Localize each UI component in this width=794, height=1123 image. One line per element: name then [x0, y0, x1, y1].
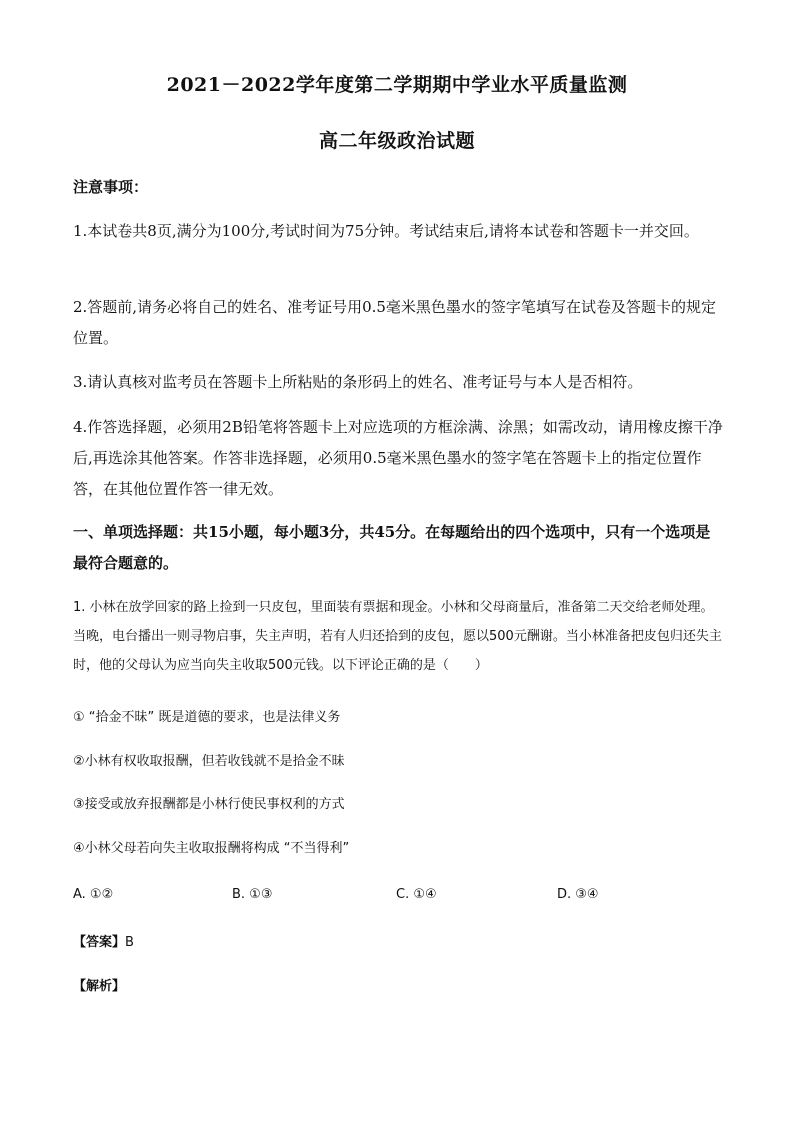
statement-3: ③接受或放弃报酬都是小林行使民事权利的方式: [73, 797, 345, 812]
analysis-label: 【解析】: [73, 979, 126, 994]
statement-4: ④小林父母若向失主收取报酬将构成 “不当得利”: [73, 841, 350, 856]
answer-value: B: [125, 935, 134, 950]
answer-line: [73, 931, 134, 951]
notice-item-4: 4.作答选择题，必须用2B铅笔将答题卡上对应选项的方框涂满、涂黑；如需改动，请用橡皮擦干净后,再选涂其他答案。作答非选择题，必须用0.5毫米黑色墨水的签字笔在答题卡上的指定位置作答，在其他位置作答一律无效。: [73, 418, 723, 498]
notice-heading: 注意事项：: [73, 178, 149, 196]
analysis-line: [73, 975, 125, 995]
statement-1: ① “拾金不昧” 既是道德的要求，也是法律义务: [73, 710, 341, 725]
option-a: A. ①②: [73, 887, 114, 902]
statement-2: ②小林有权收取报酬，但若收钱就不是拾金不昧: [73, 754, 345, 769]
exam-title: 2021－2022学年度第二学期期中学业水平质量监测: [166, 74, 628, 96]
question-stem: 1. 小林在放学回家的路上捡到一只皮包，里面装有票据和现金。小林和父母商量后，准备第二天交给老师处理。当晚，电台播出一则寻物启事，失主声明，若有人归还拾到的皮包，愿以500元酬谢。当小林准备把皮包归还失主时，他的父母认为应当向失主收取500元钱。以下评论正确的是（ ）: [73, 600, 722, 673]
option-c: C. ①④: [396, 887, 437, 902]
notice-item-2: 2.答题前,请务必将自己的姓名、准考证号用0.5毫米黑色墨水的签字笔填写在试卷及答题卡的规定位置。: [73, 298, 716, 347]
notice-item-1: 1.本试卷共8页,满分为100分,考试时间为75分钟。考试结束后,请将本试卷和答题卡一并交回。: [73, 222, 699, 240]
option-b: B. ①③: [232, 887, 273, 902]
section-heading: 一、单项选择题：共15小题，每小题3分，共45分。在每题给出的四个选项中，只有一个选项是最符合题意的。: [73, 523, 711, 572]
exam-subtitle: 高二年级政治试题: [318, 130, 475, 152]
notice-item-3: 3.请认真核对监考员在答题卡上所粘贴的条形码上的姓名、准考证号与本人是否相符。: [73, 373, 643, 391]
answer-label: 【答案】: [73, 935, 126, 950]
option-d: D. ③④: [557, 887, 599, 902]
